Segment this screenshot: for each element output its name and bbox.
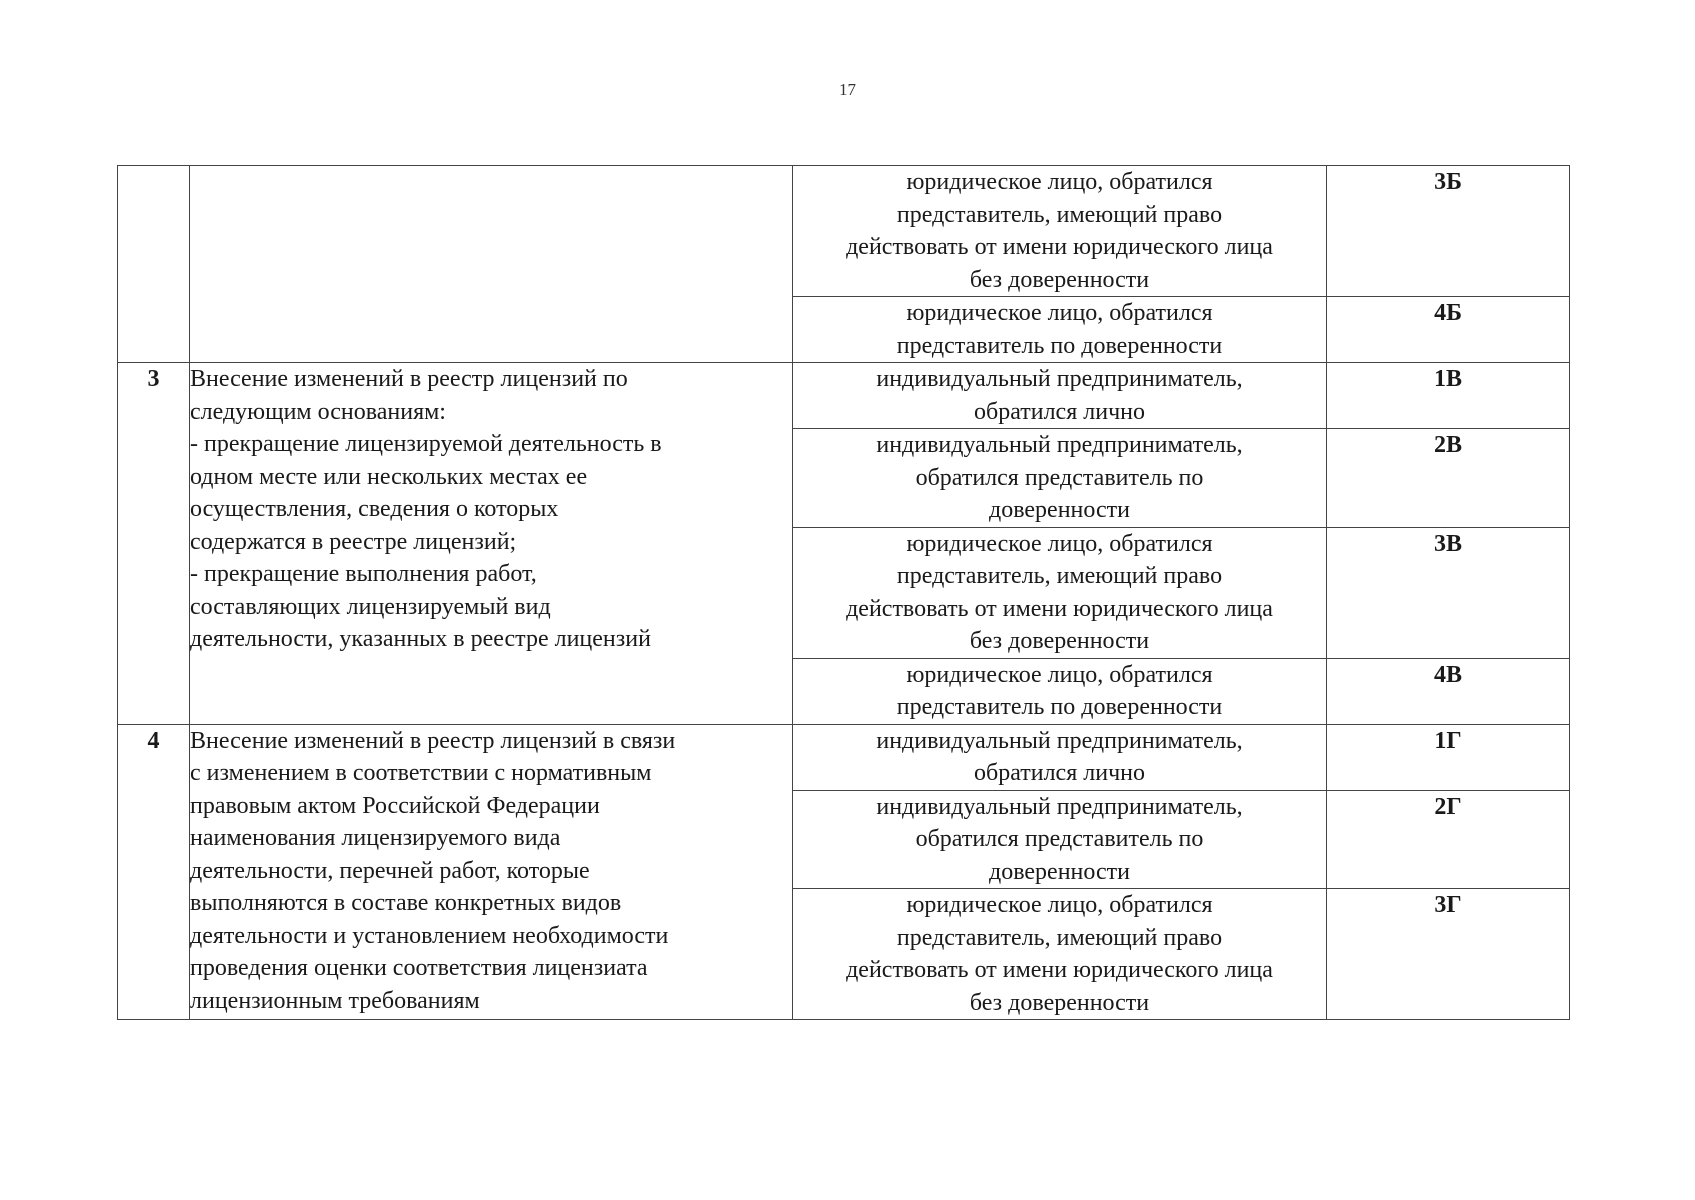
table-row [118,166,1570,297]
service-description [190,363,793,725]
variant-code: 4Б [1327,297,1570,363]
description-line: с изменением в соответствии с нормативным [190,760,652,786]
applicant-line: обратился лично [974,398,1145,425]
applicant-line: юридическое лицо, обратился [906,300,1213,326]
row-number [118,166,190,363]
applicant-category [793,363,1327,429]
applicant-line: представитель, имеющий право [896,201,1223,228]
description-line: наименования лицензируемого вида [190,825,561,851]
table-body [118,166,1570,1020]
licensing-table [117,165,1570,1020]
description-line: проведения оценки соответствия лицензиата [190,955,648,981]
applicant-line: представитель по доверенности [896,694,1223,720]
applicant-category [793,527,1327,658]
description-line: деятельности, указанных в реестре лицензий [190,626,651,652]
description-line: одном месте или нескольких местах ее [190,463,588,490]
description-line: деятельности и установлением необходимости [190,922,669,949]
description-line: Внесение изменений в реестр лицензий по [190,366,628,392]
applicant-category [793,889,1327,1020]
service-description [190,166,793,363]
applicant-category [793,429,1327,528]
variant-code: 4В [1327,658,1570,724]
variant-code: 2Г [1327,790,1570,889]
applicant-category [793,724,1327,790]
description-line: следующим основаниям: [190,398,446,425]
applicant-line: индивидуальный предприниматель, [876,432,1243,458]
description-line: - прекращение лицензируемой деятельность в [190,431,662,457]
table-row [118,363,1570,429]
description-line: деятельности, перечней работ, которые [190,857,590,884]
description-line: лицензионным требованиям [190,987,480,1014]
row-number: 4 [118,724,190,1020]
applicant-line: действовать от имени юридического лица [846,957,1273,983]
description-line: выполняются в составе конкретных видов [190,890,622,916]
service-description [190,724,793,1020]
applicant-line: без доверенности [969,989,1150,1016]
applicant-line: действовать от имени юридического лица [846,234,1273,260]
applicant-line: обратился лично [974,760,1145,786]
description-line: содержатся в реестре лицензий; [190,528,517,555]
applicant-line: индивидуальный предприниматель, [876,727,1243,754]
variant-code: 3Б [1327,166,1570,297]
applicant-line: юридическое лицо, обратился [906,169,1213,195]
table-row [118,724,1570,790]
variant-code: 1В [1327,363,1570,429]
applicant-line: юридическое лицо, обратился [906,530,1213,557]
row-number: 3 [118,363,190,725]
applicant-line: без доверенности [969,266,1150,293]
variant-code: 2В [1327,429,1570,528]
variant-code: 3Г [1327,889,1570,1020]
description-line: правовым актом Российской Федерации [190,792,600,819]
applicant-line: обратился представитель по [915,464,1204,491]
description-line: - прекращение выполнения работ, [190,561,537,587]
variant-code: 3В [1327,527,1570,658]
applicant-line: представитель, имеющий право [896,924,1223,951]
applicant-line: доверенности [989,858,1130,885]
applicant-category [793,790,1327,889]
description-line: составляющих лицензируемый вид [190,593,551,620]
applicant-line: юридическое лицо, обратился [906,661,1213,688]
applicant-line: без доверенности [969,628,1150,654]
applicant-category [793,166,1327,297]
description-line: осуществления, сведения о которых [190,496,559,522]
page-number: 17 [839,80,856,99]
applicant-line: юридическое лицо, обратился [906,892,1213,918]
applicant-line: представитель по доверенности [896,332,1223,359]
applicant-line: индивидуальный предприниматель, [876,366,1243,392]
applicant-line: действовать от имени юридического лица [846,595,1273,622]
variant-code: 1Г [1327,724,1570,790]
applicant-line: представитель, имеющий право [896,563,1223,589]
applicant-line: доверенности [989,497,1130,523]
applicant-line: обратился представитель по [915,826,1204,852]
applicant-line: индивидуальный предприниматель, [876,793,1243,820]
applicant-category [793,297,1327,363]
applicant-category [793,658,1327,724]
description-line: Внесение изменений в реестр лицензий в связи [190,727,676,754]
